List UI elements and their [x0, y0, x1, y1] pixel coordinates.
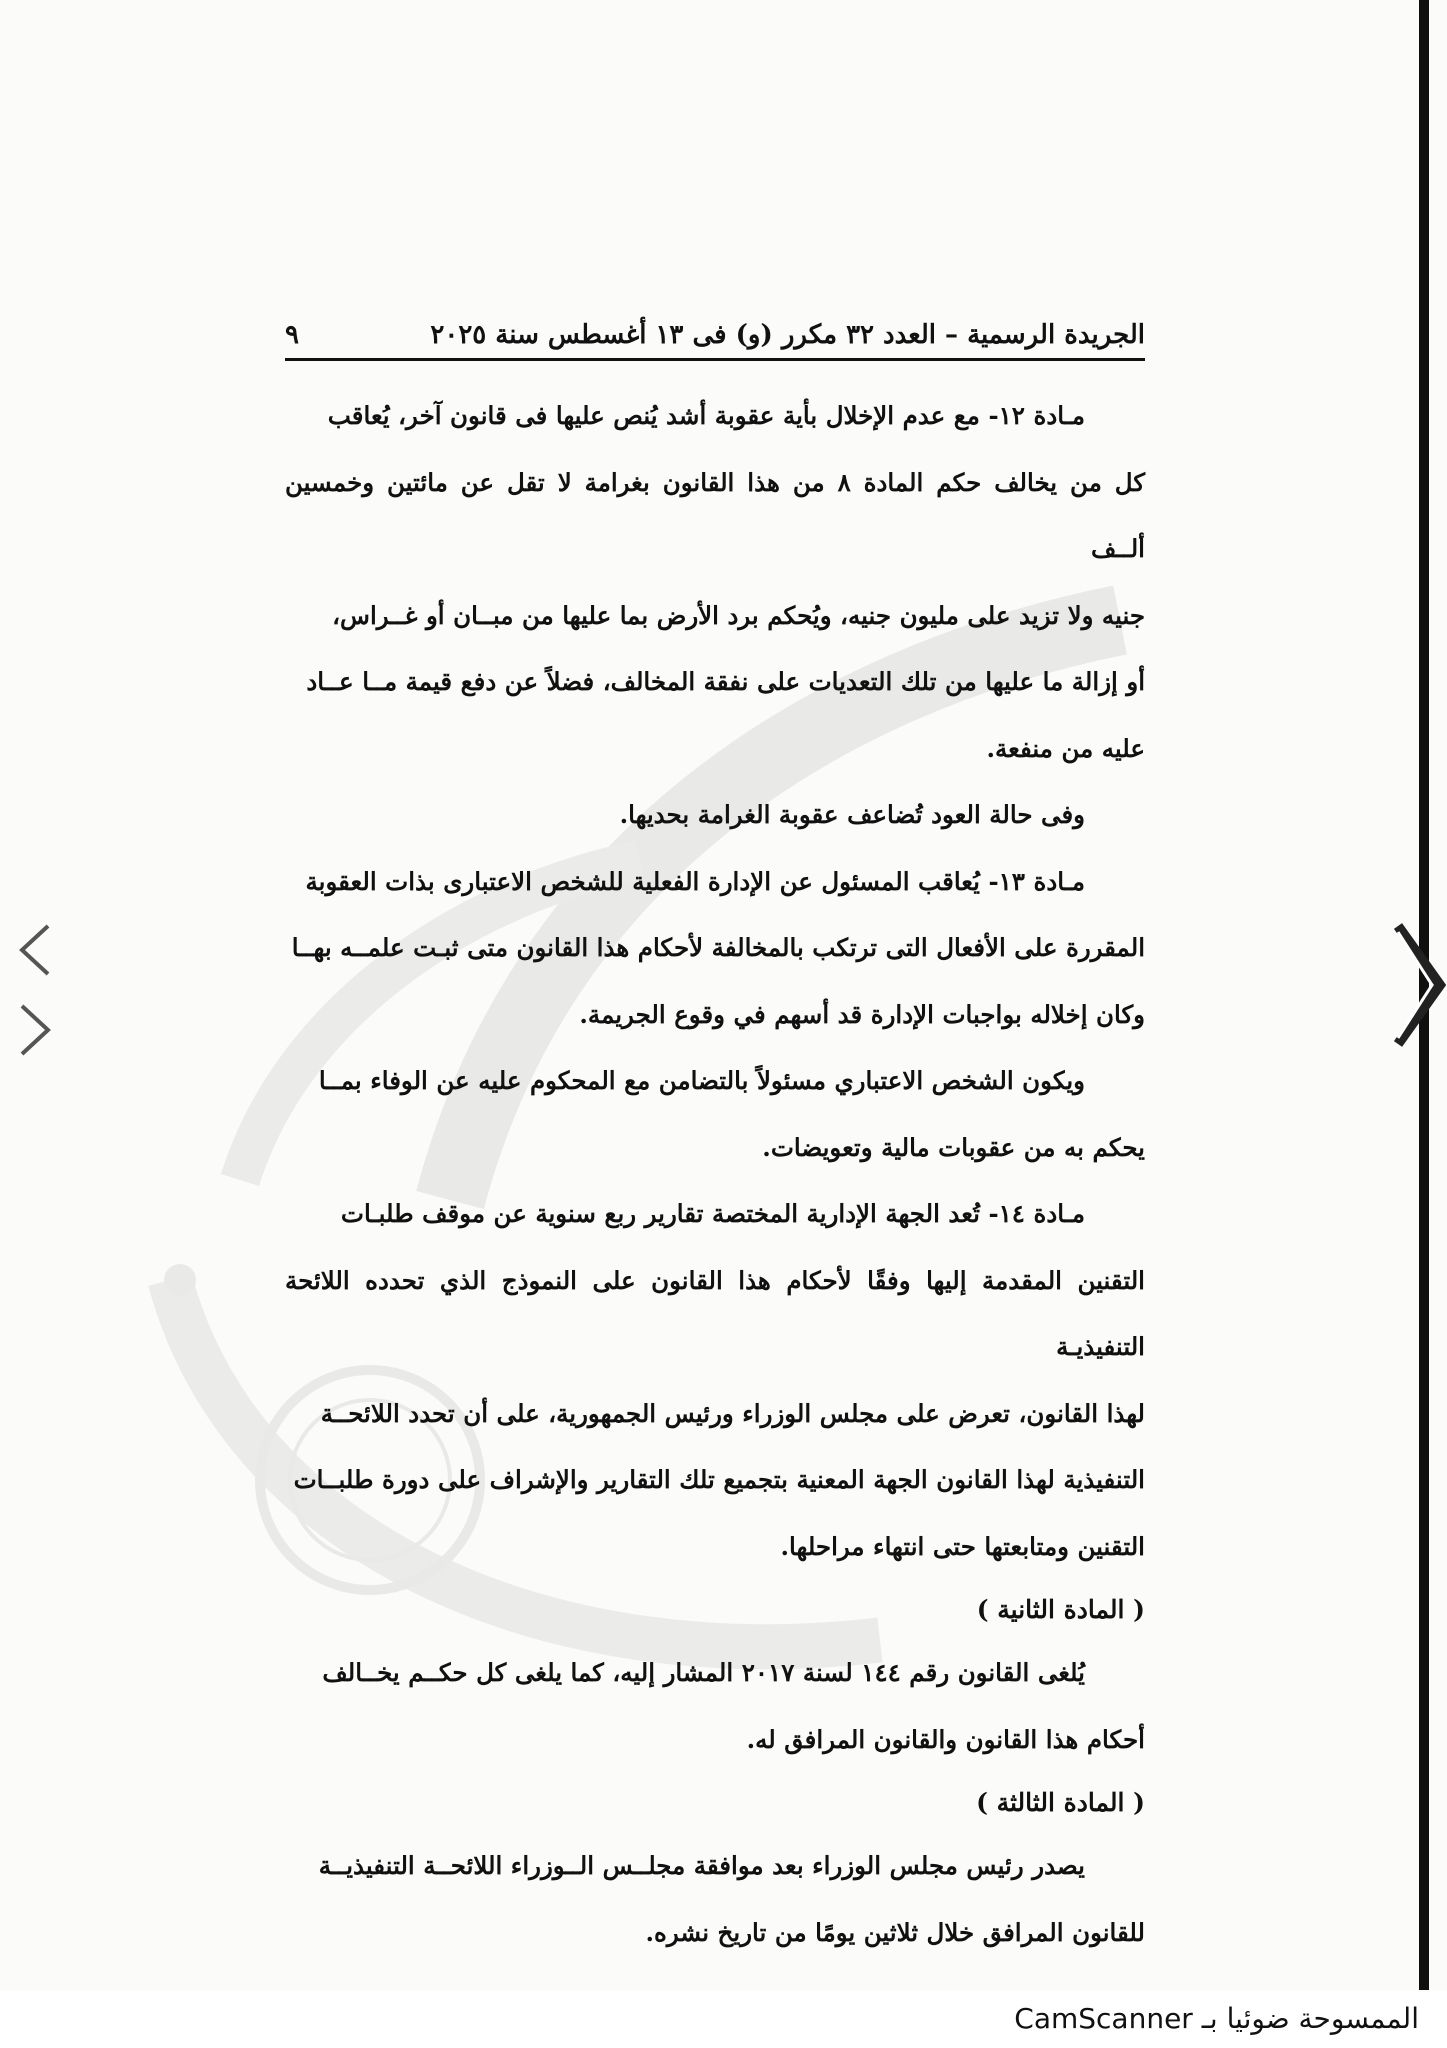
section-2-title: ( المادة الثانية ): [976, 1595, 1145, 1624]
article-13-line: المقررة على الأفعال التى ترتكب بالمخالفة لأحكام هذا القانون متى ثبـت علمــه بهــا: [291, 933, 1145, 962]
section-3-line: يصدر رئيس مجلس الوزراء بعد موافقة مجلــس الــوزراء اللائحــة التنفيذيــة: [318, 1851, 1085, 1880]
article-14-line: لهذا القانون، تعرض على مجلس الوزراء ورئيس الجمهورية، على أن تحدد اللائحــة: [320, 1398, 1145, 1428]
article-14-line: التنفيذية لهذا القانون الجهة المعنية بتجميع تلك التقارير والإشراف على دورة طلبــات: [293, 1465, 1145, 1494]
article-13-text: يُعاقب المسئول عن الإدارة الفعلية للشخص الاعتبارى بذات العقوبة: [305, 866, 980, 896]
section-2-line: أحكام هذا القانون والقانون المرافق له.: [746, 1724, 1145, 1754]
page-number: ٩: [285, 320, 299, 350]
section-2-line: يُلغى القانون رقم ١٤٤ لسنة ٢٠١٧ المشار إليه، كما يلغى كل حكــم يخــالف: [322, 1658, 1085, 1687]
chevron-right-icon[interactable]: [1380, 920, 1446, 1050]
article-14-text: تُعد الجهة الإدارية المختصة تقارير ربع سنوية عن موقف طلبـات: [340, 1199, 980, 1228]
section-3-title: ( المادة الثالثة ): [976, 1788, 1145, 1817]
article-13-line: [285, 849, 1145, 916]
article-12-line: عليه من منفعة.: [986, 733, 1145, 763]
header-title: الجريدة الرسمية – العدد ٣٢ مكرر (و) فى ١٣ أغسطس سنة ٢٠٢٥: [430, 320, 1145, 350]
article-13-line: وكان إخلاله بواجبات الإدارة قد أسهم في وقوع الجريمة.: [579, 999, 1145, 1029]
section-3-line: للقانون المرافق خلال ثلاثين يومًا من تاريخ نشره.: [645, 1917, 1145, 1947]
article-12-line: جنيه ولا تزيد على مليون جنيه، ويُحكم برد الأرض بما عليها من مبــان أو غــراس،: [332, 600, 1145, 630]
article-12-line: أو إزالة ما عليها من تلك التعديات على نفقة المخالف، فضلاً عن دفع قيمة مــا عــاد: [306, 667, 1145, 696]
article-12-text: مع عدم الإخلال بأية عقوبة أشد يُنص عليها فى قانون آخر، يُعاقب: [327, 401, 980, 430]
chevron-left-icon[interactable]: [8, 1000, 68, 1060]
article-12-line: وفى حالة العود تُضاعف عقوبة الغرامة بحديها.: [619, 800, 1085, 829]
article-12-line: كل من يخالف حكم المادة ٨ من هذا القانون بغرامة لا تقل عن مائتين وخمسين ألــف: [285, 467, 1145, 563]
article-14-label: مـادة ١٤-: [988, 1199, 1085, 1228]
article-12-line: [285, 383, 1145, 450]
article-12-label: مـادة ١٢-: [988, 401, 1085, 430]
camscanner-footer: [0, 1990, 1447, 2048]
article-13-line: ويكون الشخص الاعتباري مسئولاً بالتضامن مع المحكوم عليه عن الوفاء بمــا: [318, 1066, 1085, 1095]
chevron-left-icon[interactable]: [8, 920, 68, 980]
page-header: [285, 320, 1145, 361]
article-13-line: يحكم به من عقوبات مالية وتعويضات.: [762, 1132, 1145, 1162]
camscanner-label: الممسوحة ضوئيا بـ CamScanner: [1014, 2002, 1419, 2035]
article-13-label: مـادة ١٣-: [988, 866, 1085, 896]
article-14-line: التقنين المقدمة إليها وفقًا لأحكام هذا القانون على النموذج الذي تحدده اللائحة التنفيذيـة: [285, 1265, 1145, 1361]
article-14-line: [285, 1181, 1145, 1248]
document-body: [285, 320, 1145, 1966]
article-14-line: التقنين ومتابعتها حتى انتهاء مراحلها.: [780, 1531, 1145, 1561]
